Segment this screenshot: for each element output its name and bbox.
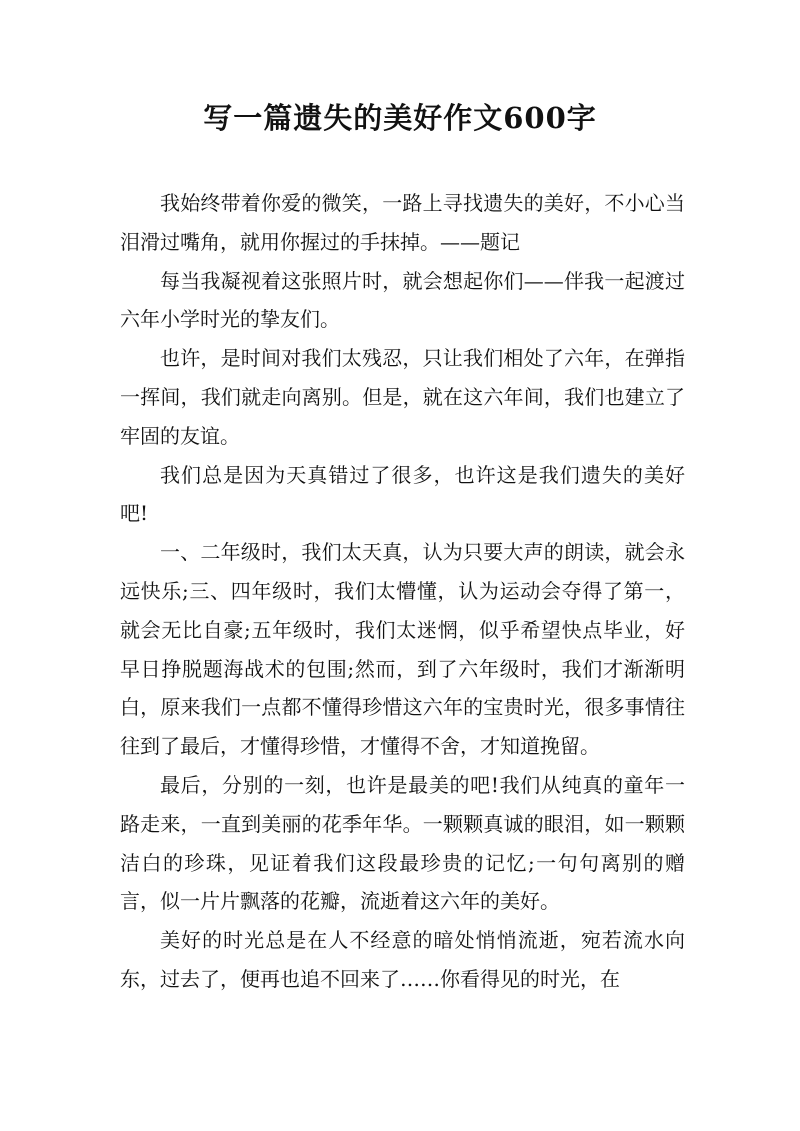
paragraph: 一、二年级时，我们太天真，认为只要大声的朗读，就会永远快乐;三、四年级时，我们太懵懂，认为运动会夺得了第一，就会无比自豪;五年级时，我们太迷惘，似乎希望快点毕业，好早日挣脱题海战术的包围;然而，到了六年级时，我们才渐渐明白，原来我们一点都不懂得珍惜这六年的宝贵时光，很多事情往往到了最后，才懂得珍惜，才懂得不舍，才知道挽留。 bbox=[120, 540, 685, 759]
paragraph: 最后，分别的一刻，也许是最美的吧!我们从纯真的童年一路走来，一直到美丽的花季年华。一颗颗真诚的眼泪，如一颗颗洁白的珍珠，见证着我们这段最珍贵的记忆;一句句离别的赠言，似一片片飘落的花瓣，流逝着这六年的美好。 bbox=[120, 772, 685, 914]
document-body bbox=[120, 184, 685, 999]
paragraph: 我们总是因为天真错过了很多，也许这是我们遗失的美好吧! bbox=[120, 462, 685, 526]
paragraph: 也许，是时间对我们太残忍，只让我们相处了六年，在弹指一挥间，我们就走向离别。但是，就在这六年间，我们也建立了牢固的友谊。 bbox=[120, 346, 685, 448]
document-title: 写一篇遗失的美好作文600字 bbox=[203, 101, 597, 135]
paragraph: 每当我凝视着这张照片时，就会想起你们——伴我一起渡过六年小学时光的挚友们。 bbox=[120, 268, 685, 332]
paragraph: 美好的时光总是在人不经意的暗处悄悄流逝，宛若流水向东，过去了，便再也追不回来了……你看得见的时光，在 bbox=[120, 928, 685, 991]
paragraph-epigraph: 我始终带着你爱的微笑，一路上寻找遗失的美好，不小心当泪滑过嘴角，就用你握过的手抹掉。——题记 bbox=[120, 191, 685, 254]
